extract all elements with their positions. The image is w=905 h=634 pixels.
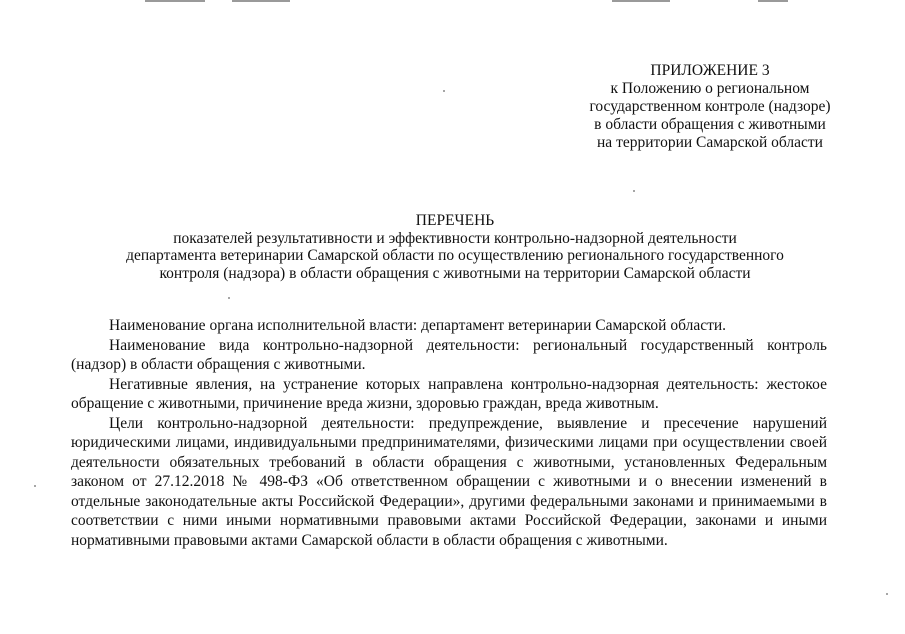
appendix-line: на территории Самарской области xyxy=(597,134,823,151)
scan-edge-line xyxy=(232,0,290,2)
body-paragraph: Наименование органа исполнительной власти: департамент ветеринарии Самарской области. xyxy=(109,317,727,334)
document-body xyxy=(71,316,827,550)
appendix-line: государственном контроле (надзоре) xyxy=(589,98,831,115)
appendix-line: к Положению о региональном xyxy=(610,80,810,97)
body-paragraph: Цели контрольно-надзорной деятельности: предупреждение, выявление и пресечение нарушений юридическими лицами, индивидуальными предпринимателями, физическими лицами при осуществлении своей деятельности обязательных требований в области обращения с животными, установленных Федеральным законом от 27.12.2018 № 498-ФЗ «Об ответственном обращении с животными и о внесении изменений в отдельные законодательные акты Российской Федерации», другими федеральными законами и принимаемыми в соответствии с ними иными нормативными правовыми актами Российской Федерации, законами и иными нормативными правовыми актами Самарской области в области обращения с животными. xyxy=(71,414,827,549)
appendix-line: в области обращения с животными xyxy=(594,116,826,133)
scan-speck xyxy=(443,90,445,92)
heading-line: департамента ветеринарии Самарской области по осуществлению регионального государственного xyxy=(126,247,784,264)
body-paragraph: Негативные явления, на устранение которых направлена контрольно-надзорная деятельность: жестокое обращение с животными, причинение вреда жизни, здоровью граждан, вреда животным. xyxy=(71,375,827,412)
document-heading xyxy=(60,212,850,282)
scan-edge-line xyxy=(145,0,205,2)
appendix-title: ПРИЛОЖЕНИЕ 3 xyxy=(650,62,770,79)
appendix-block xyxy=(560,62,860,152)
scan-speck xyxy=(228,297,230,299)
heading-line: показателей результативности и эффективности контрольно-надзорной деятельности xyxy=(173,229,737,247)
scan-edge-line xyxy=(758,0,788,2)
body-paragraph: Наименование вида контрольно-надзорной деятельности: региональный государственный контроль (надзор) в области обращения с животными. xyxy=(71,336,827,373)
scan-speck xyxy=(34,485,36,487)
heading-title: ПЕРЕЧЕНЬ xyxy=(415,212,495,229)
scan-edge-line xyxy=(612,0,670,2)
scan-speck xyxy=(886,593,888,595)
scan-speck xyxy=(633,190,635,192)
heading-line: контроля (надзора) в области обращения с животными на территории Самарской области xyxy=(159,264,751,282)
